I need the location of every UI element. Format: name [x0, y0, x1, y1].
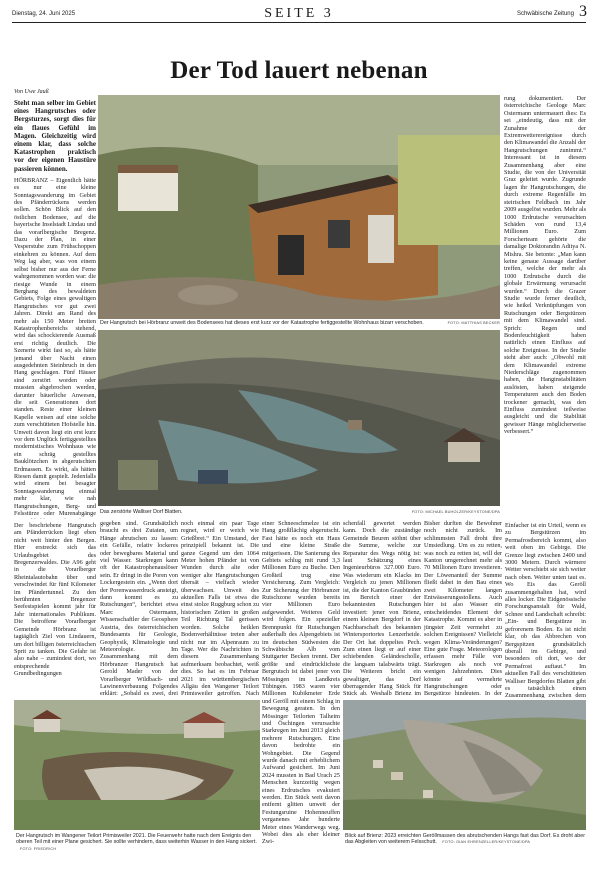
article-column-8b: [505, 522, 586, 698]
body-text: noch einmal ein paar Tage regnet, wird er weich wie Grießbrei.“ Ein Umstand, der prinzipiell bekannt ist. Die ganze Gegend um den 1064 Meter hohen Pfänder ist von Wunden durch alte oder weniger alte Hangrutschungen übersät – vielfach wieder überwachsen. Unweit des aktuellen Falls ist etwa die einst stolze Ruggburg schon zu historischen Zeiten in großen Teil Richtung Tal gerissen worden. Solche heiklen Bodenverhältnisse treten aber nicht nur im Alpenraum zu Tage. Wer die Nachrichten in diesem Zusammenhang aufmerksam beobachtet, weiß dies. So hat es im Februar 2021 im württembergischen Allgäu den Wangener Teilort Primisweiler getroffen. Nach: [181, 520, 259, 696]
photo-credit: FOTO: FRIEDRICH: [20, 846, 57, 851]
article-column-1: [14, 99, 96, 519]
body-text: Der beschriebene Hangrutsch am Pfänderrücken liegt eben nicht weit hinter den Bergen. Hier erstreckt sich das Urlaubsgebiet des Bregenzerwaldes. Die A96 geht in die Vorarlberger Rheintalautobahn über und verschwindet für fünf Kilometer im Pfändertunnel. Zu den berühmten Bregenzer Seefestspielen kommt jahr für Jahr internationales Publikum. Die betroffene Vorarlberger Gemeinde Hörbranz ist tagtäglich Ziel von Lindauern, um dort billigen österreichischen Sprit zu tanken. Die Gefahr ist also nahe – zumindest dort, wo entsprechende Grundbedingungen: [14, 522, 96, 678]
body-text: HÖRBRANZ – Eigentlich hätte es nur eine kleine Sonntagswanderung im Gebiet des Pfänderrückens werden sollen. Schön Blick auf den östlichen Bodensee, auf die bayerische Inselstadt Lindau und das vorarlbergische Bregenz. Dazu der Plan, in einer Vesperstube zum Frühschoppen einkehren zu können. Auf dem Weg lag aber, was von einem selbst bisher nur aus der Ferne wahrgenommen worden war: die riesige Wunde in einem Berghang des bewaldeten Gebiets, Folge eines gewaltigen Hangrutsches vor gut zwei Jahren. Direkt am Rand des mehr als 150 Meter breiten Katastrophenbereichs stehend, wird das schockierende Ausmaß erst richtig deutlich. Die Szenerie wirkt fast so, als hätte jemand über Nacht einen ausgedehnten Steinbruch in den Hang geschlagen. Fünf Häuser sind zerstört worden oder mussten abgebrochen werden, darunter bäuerliche Anwesen, die seit Generationen dort standen. Reste einer kleinen Kapelle weisen auf eine solche zum verschütteten Hofstelle hin. Unweit davon liegt ein erst kurz vor dem Unglück fertiggestelltes modernistisches Wohnhaus wie ein schräg gestelltes Bauklötzchen in abgerutschten Erdmassen. Es wirkt, als hätten Riesen damit gespielt. Jedenfalls wird einem bei besagter Sonntagswanderung einmal mehr klar, wie nah Hangrutschungen, Berg- und Felsstürze oder Murenabgänge: [14, 176, 96, 518]
article-column-8a: [504, 95, 586, 517]
photo-blatten: [98, 330, 500, 506]
caption-top: [100, 320, 500, 326]
body-text: Einfacher ist ein Urteil, wenn es zu Bergstürzen im Permafrostbereich kommt, also weit oben im Gebirge. Die Grenze liegt zwischen 2400 und 3000 Metern. Durch wärmere Wetter verschiebt sie sich weiter nach oben. Weiter unten taut es. Wo Eis das Geröll zusammengehalten hat, wird alles locker. Die Eidgenössische Forschungsanstalt für Wald, Schnee und Landschaft schreibt: „Ein- und Bergstürze in gefrorenem Boden. Es ist nicht klar, ob das Abbrechen von Bergspitzen grundsätzlich überall im Gebirge, und besonders oft dort, wo der Permafrost auftaut.“ Im aktuellen Fall des verschütteten Walliser Bergdorfes Blatten gibt es tatsächlich einen Zusammenhang zwischen dem: [505, 522, 586, 698]
photo-credit: FOTO: GIAN EHRENZELLER/KEYSTONE/DPA: [442, 840, 531, 845]
issue-date: Dienstag, 24. Juni 2025: [12, 11, 76, 17]
lead-paragraph: Steht man selber im Gebiet eines Hangrutsches oder Bergsturzes, sorgt dies für ein flaues Gefühl im Magen. Gleichzeitig wird einem klar, dass solche Katastrophen praktisch vor der eigenen Haustüre passieren können.: [14, 99, 96, 173]
article-column-6: [343, 520, 421, 696]
masthead-rule: [12, 22, 586, 23]
photo-brienz: [343, 700, 586, 830]
body-text: Bisher durften die Bewohner noch nicht zurück. Im schlimmsten Fall droht ihre Umsiedlung. Um es zu retten, was noch zu retten ist, will der Kanton umgerechnet mehr als 70 Millionen Euro investieren. Der Löwenanteil der Summe fließt dabei in den Bau eines zwei Kilometer langen Entwässerungsstollens. Auch hier ist also Wasser ein entscheidendes Element der Katastrophe. Kommt es aber in jüngster Zeit vermehrt zu solchen Ereignissen? Vielleicht wegen Klima-Veränderungen? Eine gute Frage. Meteorologen erfassen mehr Fälle von Starkregen als noch vor wenigen Jahrzehnten. Dies könnte auf vermehrte Hangrutschungen oder Bergstürze hindeuten. In der: [424, 520, 502, 696]
byline: Von Uwe Jauß: [14, 89, 49, 95]
caption-text: Das zerstörte Walliser Dorf Blatten.: [100, 509, 183, 515]
caption-mid: [100, 509, 500, 515]
caption-bottom-left: [16, 833, 260, 852]
body-text: gegeben sind. Grundsätzlich braucht es drei Zutaten, um Hänge abrutschen zu lassen: ein Gefälle, relativ lockeres oder bewegbares Material und viel Wasser. Starkregen kann oft der Katastrophenauslöser sein. Er dringt in die Poren von Lockergestein ein. „Wenn dort der Porenwasserdruck ansteigt, dann kommt es zu Rutschungen“, berichtet etwa Marc Ostermann, Wissenschaftler der Geosphere Austria, des österreichischen Bundesamts für Geologie, Geophysik, Klimatologie und Meteorologie. Im Zusammenhang mit dem Hörbranzer Hangrutsch hat Gerold Mader von der Vorarlberger Wildbach- und Lawinenverbauung Folgendes erklärt: „Sobald es zwei, drei: [100, 520, 178, 696]
body-text: schenfall gewertet werden kann. Doch die zuständige Gemeinde Beuren stöhnt über die Summe, welche zur Reparatur des Wegs nötig ist: laut Schätzung eines Ingenieurbüros 327.000 Euro. Was wiederum ein Klacks im Vergleich zu jenen Millionen ist, die der Kanton Graubünden im Bereich einer der bekanntesten Rutschungen investiert: jener von Brienz, einem kleinen Bergdorf in der Nachbarschaft des bekannten Wintersportortes Lenzerheide. Der Ort hat doppeltes Pech. Zum einen liegt er auf einer schiebenden Geländescholle, die langsam talabwärts trägt. Die Weiteren bricht ein gewaltiger, das Dorf überragender Hang Stück für Stück ab. Weshalb Brienz im: [343, 520, 421, 696]
section-label: SEITE 3: [264, 6, 334, 21]
photo-credit: FOTO: MICHAEL BUHOLZER/KEYSTONE/DPA: [411, 510, 500, 514]
headline: Der Tod lauert nebenan: [170, 57, 428, 84]
caption-bottom-right: [345, 833, 586, 846]
article-column-4: [181, 520, 259, 696]
photo-credit: FOTO: MATTHIAS BECKER: [447, 321, 500, 325]
caption-text: Der Hangrutsch bei Hörbranz unweit des Bodensees hat dieses erst kurz vor der Katastrophe fertiggestellte Wohnhaus bizarr verschoben.: [100, 320, 424, 326]
body-text: rung dokumentiert. Der österreichische Geologe Marc Ostermann untermauert dies: Es sei „eindeutig, dass mit der Zunahme der Extremwetterereignisse durch den Klimawandel die Anzahl der Hangrutschungen zunimmt.“ Interessant ist in diesem Zusammenhang aber eine Studie, die von der Universität Graz geleitet wurde. Zugrunde lagen ihr Hangrutschungen, die durch extreme Regenfälle im steirischen Feldbach im Jahr 2009 ausgelöst wurden. Mehr als 1000 Erdrutsche verursachten Schäden von rund 13,4 Millionen Euro. Zum Forscherteam gehörte die damalige Doktorandin Aditya N. Mishra. Sie betonte: „Man kann keine genaue Aussage darüber treffen, welche der mehr als 1000 Erdrutsche durch die globale Erwärmung verursacht wurden.“ Durch die Grazer Studie wurde ferner deutlich, wie heikel Verknüpfungen von Rutschungen oder Bergstürzen mit dem Klimawandel sind. Sprich: Regen und Bodenfeuchtigkeit haben natürlich einen Einfluss auf solche Ereignisse. In der Studie steht aber auch: „Obwohl mit dem Klimawandel extreme Niederschläge zugenommen haben, die Hanginstabilitäten auslösten, haben steigende Temperaturen auch den Boden trockener gemacht, was den Einfluss zumindest teilweise ausgleicht und die Stabilität gewisser Hänge möglicherweise verbessert.“: [504, 95, 586, 436]
caption-text: Blick auf Brienz: 2023 erreichten Geröllmassen des abrutschenden Hangs fast das Dorf. Es droht aber das Abgleiten von weiterem Felsschutt.: [345, 833, 585, 846]
caption-text: Der Hangrutsch im Wangener Teilort Primisweiler 2021. Die Feuerwehr hatte nach dem Ereignis den oberen Teil mit einer Plane gesichert. Sie sollte verhindern, dass weiterhin Wasser in den Hang sickert.: [16, 833, 257, 846]
photo-hoerbranz-house: [98, 95, 500, 319]
article-column-7: [424, 520, 502, 696]
article-column-5: [262, 520, 340, 856]
article-column-3: [100, 520, 178, 696]
body-text: einer Schneeschmelze ist ein Hang großflächig abgerutscht. Fast hätte es noch ein Haus und eine kleine Straße mitgerissen. Die Sanierung des Gebiets schlug mit rund 3,3 Millionen Euro zu Buche. Den Großteil trug eine Versicherung. Zum Vergleich: Zur Sicherung der Hörbranzer Rutschzone wurden bereits vier Millionen Euro aufgewendet. Weiteres Geld wird folgen. Ein spezieller Brennpunkt für Rutschungen außerhalb des Alpengebiets ist im deutschen Südwesten die Schwäbische Alb vom Stuttgarter Becken trennt. Der größte und eindrücklichste Bergrutsch ist dabei jener von Mössingen im Landkreis Tübingen. 1983 waren vier Millionen Kubikmeter Erde und Geröll mit einem Schlag in Bewegung geraten. In den Mössinger Teilorten Talheim und Öschingen verursachte Starkregen im Juni 2013 gleich mehrere Rutschungen. Eine davon bedrohte ein Wohngebiet. Die Gegend wurde danach mit erheblichem Aufwand gesichert. Im Juni 2024 mussten in Bad Urach 25 Menschen kurzzeitig wegen eines Erdrutsches evakuiert werden. Ein Stück weit davon entfernt glitten unweit der Festungsruine Hohenneuffen verganenes Jahr hunderte Meter eines Wanderwegs weg. Wobei dies als eher kleiner Zwi-: [262, 520, 340, 846]
photo-primisweiler: [14, 700, 260, 830]
page-number: 3: [579, 3, 587, 20]
newspaper-name: Schwäbische Zeitung: [516, 11, 574, 17]
